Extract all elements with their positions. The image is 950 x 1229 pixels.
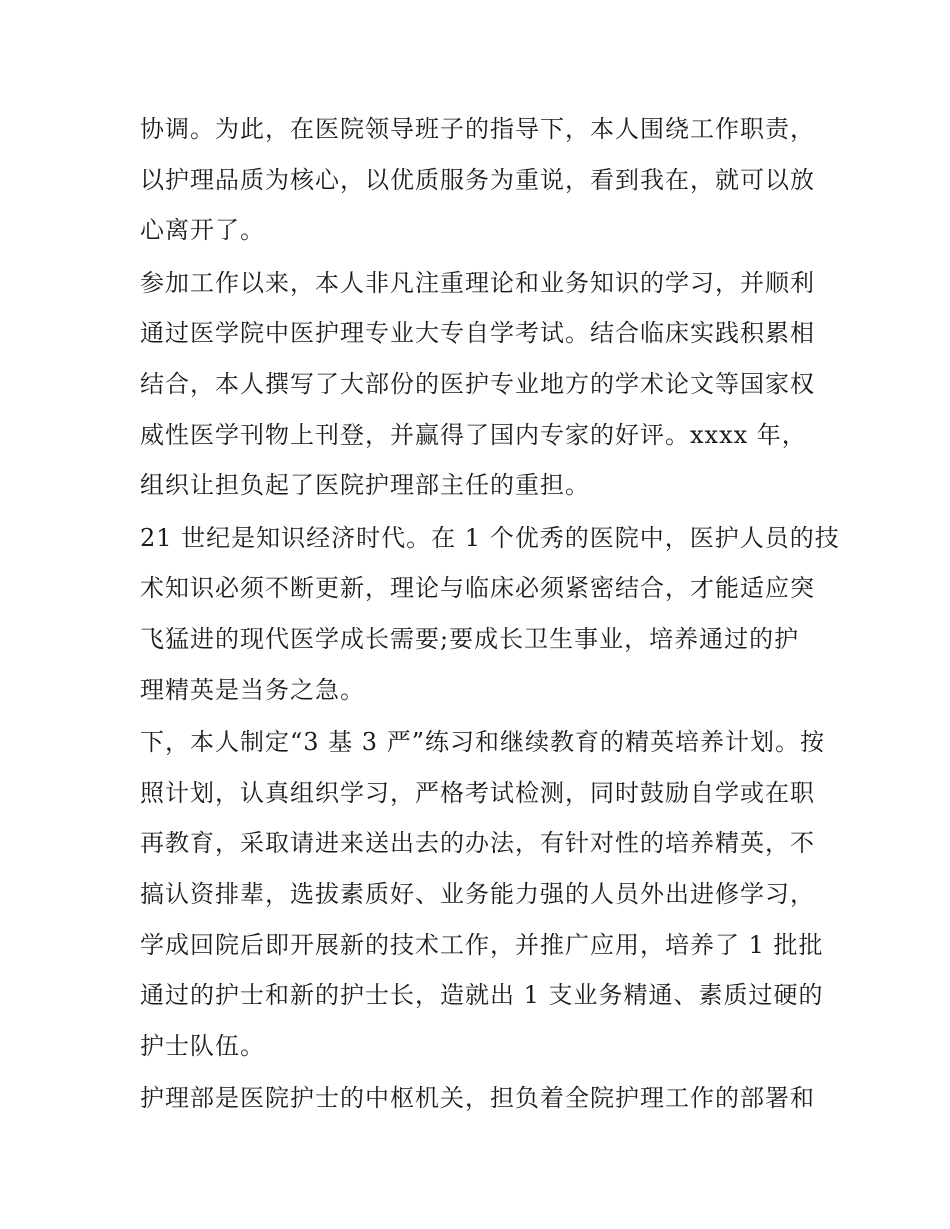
text-line: 理精英是当务之急。 (140, 675, 365, 704)
text-line: 威性医学刊物上刊登，并赢得了国内专家的好评。xxxx 年， (140, 420, 807, 449)
text-line: 协调。为此，在医院领导班子的指导下，本人围绕工作职责， (140, 115, 815, 143)
text-line: 再教育，采取请进来送出去的办法，有针对性的培养精英，不 (140, 829, 815, 858)
paragraph-3 (140, 513, 840, 715)
text-line: 下，本人制定“3 基 3 严”练习和继续教育的精英培养计划。按 (140, 728, 825, 757)
text-line: 术知识必须不断更新，理论与临床必须紧密结合，才能适应突 (140, 574, 815, 603)
paragraph-2 (140, 258, 820, 511)
text-line: 以护理品质为核心，以优质服务为重说，看到我在，就可以放 (140, 165, 815, 194)
paragraph-1 (140, 104, 820, 256)
text-line: 搞认资排辈，选拔素质好、业务能力强的人员外出进修学习， (140, 879, 815, 908)
text-line: 学成回院后即开展新的技术工作，并推广应用，培养了 1 批批 (140, 930, 824, 959)
paragraph-5 (140, 1073, 820, 1124)
text-line: 通过医学院中医护理专业大专自学考试。结合临床实践积累相 (140, 319, 815, 348)
document-body (140, 104, 840, 1124)
paragraph-4 (140, 717, 825, 1071)
text-line: 通过的护士和新的护士长，造就出 1 支业务精通、素质过硬的 (140, 981, 824, 1010)
text-line: 护理部是医院护士的中枢机关，担负着全院护理工作的部署和 (140, 1084, 815, 1113)
text-line: 护士队伍。 (140, 1031, 265, 1060)
text-line: 飞猛进的现代医学成长需要;要成长卫生事业，培养通过的护 (140, 624, 800, 653)
text-line: 组织让担负起了医院护理部主任的重担。 (140, 471, 590, 500)
text-line: 21 世纪是知识经济时代。在 1 个优秀的医院中，医护人员的技 (140, 523, 840, 552)
text-line: 照计划，认真组织学习，严格考试检测，同时鼓励自学或在职 (140, 778, 815, 807)
text-line: 结合，本人撰写了大部份的医护专业地方的学术论文等国家权 (140, 369, 815, 398)
text-line: 心离开了。 (140, 216, 265, 245)
text-line: 参加工作以来，本人非凡注重理论和业务知识的学习，并顺利 (140, 268, 815, 297)
